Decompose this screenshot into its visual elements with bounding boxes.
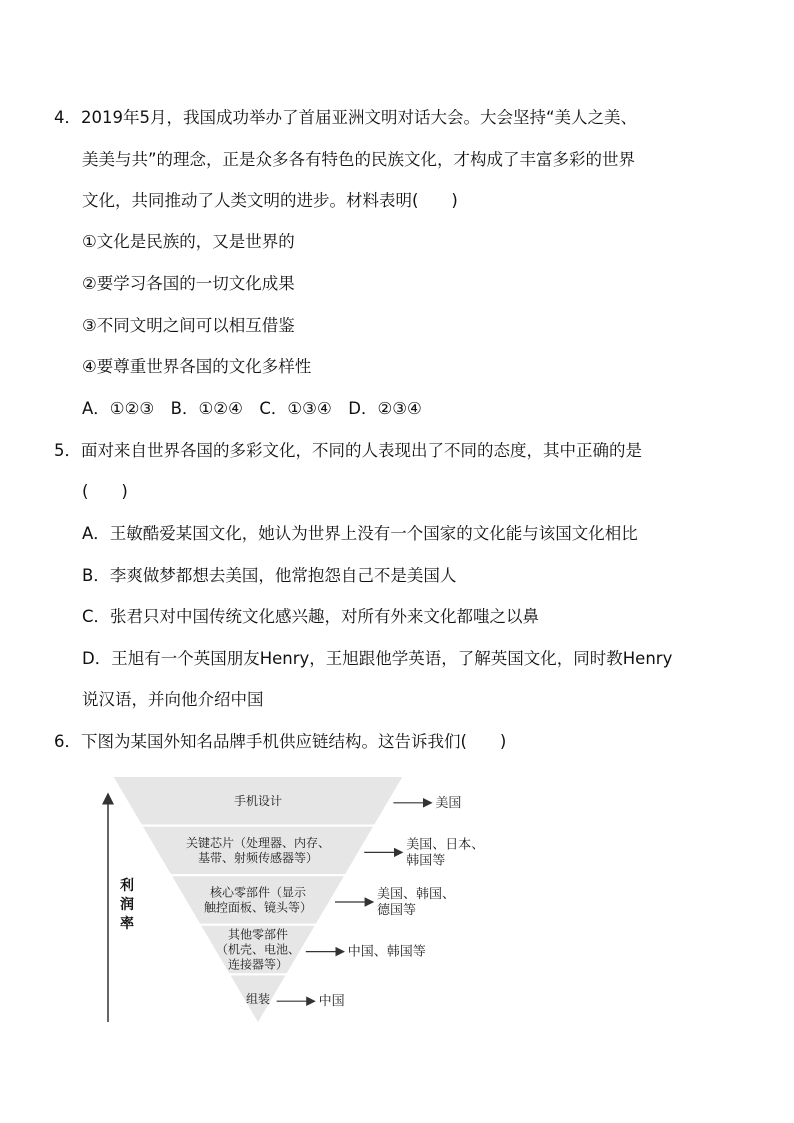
band-2-target-line-2: 韩国等 [406, 853, 446, 869]
q5-line-1: 5．面对来自世界各国的多彩文化，不同的人表现出了不同的态度，其中正确的是 [54, 441, 642, 460]
band-3-label-line-2: 触控面板、镜头等） [203, 900, 313, 915]
band-2-target-line-1: 美国、日本、 [406, 837, 485, 853]
pyramid-levels [112, 776, 484, 1024]
band-4-label-line-2: （机壳、电池、 [215, 942, 301, 957]
band-3-target-line-1: 美国、韩国、 [377, 887, 456, 902]
q4-item-3: ③不同文明之间可以相互借鉴 [82, 316, 295, 335]
q4-item-1: ①文化是民族的，又是世界的 [82, 232, 295, 251]
band-4-target-line-1: 中国、韩国等 [347, 944, 426, 960]
q5-option-b: B．李爽做梦都想去美国，他常抱怨自己不是美国人 [82, 566, 457, 585]
band-3-target-line-2: 德国等 [377, 903, 417, 918]
q5-option-a: A．王敏酷爱某国文化，她认为世界上没有一个国家的文化能与该国文化相比 [82, 524, 638, 543]
band-2-label-line-1: 关键芯片（处理器、内存、 [185, 835, 331, 850]
q4-line-1: 4．2019年5月，我国成功举办了首届亚洲文明对话大会。大会坚持“美人之美、 [54, 108, 638, 127]
axis-label-char-1: 利 [120, 878, 134, 894]
q4-options: A．①②③ B．①②④ C．①③④ D．②③④ [82, 399, 422, 418]
q5-option-c: C．张君只对中国传统文化感兴趣，对所有外来文化都嗤之以鼻 [82, 607, 540, 626]
q5-option-d-line-1: D．王旭有一个英国朋友Henry，王旭跟他学英语，了解英国文化，同时教Henry [82, 649, 673, 668]
q4-item-2: ②要学习各国的一切文化成果 [82, 274, 295, 293]
q4-line-3: 文化，共同推动了人类文明的进步。材料表明( ) [82, 191, 458, 210]
q4-item-4: ④要尊重世界各国的文化多样性 [82, 357, 312, 376]
band-2-label-line-2: 基带、射频传感器等） [197, 850, 319, 865]
q4-line-2: 美美与共”的理念，正是众多各有特色的民族文化，才构成了丰富多彩的世界 [82, 150, 636, 169]
q6-line-1: 6．下图为某国外知名品牌手机供应链结构。这告诉我们( ) [54, 732, 507, 751]
q5-line-2: ( ) [82, 482, 128, 501]
supply-chain-svg [100, 772, 500, 1032]
band-1-label-line-1: 手机设计 [233, 793, 283, 808]
band-1-target-line-1: 美国 [435, 795, 462, 811]
band-5-target-line-1: 中国 [318, 994, 345, 1010]
supply-chain-diagram [100, 772, 500, 1032]
band-4-label-line-3: 连接器等） [227, 957, 289, 972]
band-3-label-line-1: 核心零部件（显示 [209, 885, 307, 900]
band-5-label-line-1: 组装 [245, 992, 271, 1007]
axis-label-char-2: 润 [120, 897, 134, 913]
band-4-label-line-1: 其他零部件 [227, 927, 289, 942]
q5-option-d-line-2: 说汉语，并向他介绍中国 [82, 690, 264, 709]
axis-label-char-3: 率 [120, 916, 134, 932]
